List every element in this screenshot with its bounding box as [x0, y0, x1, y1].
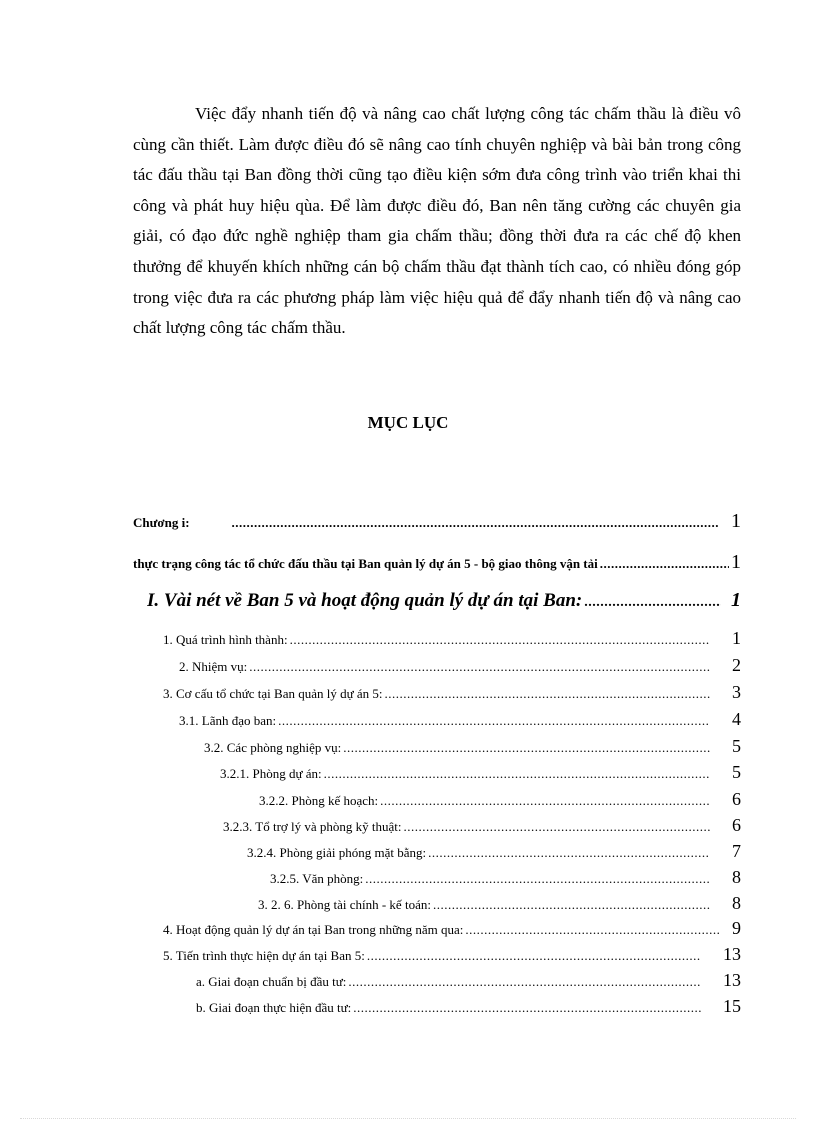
toc-entry-page: 13	[723, 970, 741, 990]
toc-entry-page: 5	[732, 736, 741, 756]
toc-entry-label: 3.2.5. Văn phòng:	[270, 871, 364, 886]
toc-entry[interactable]	[147, 589, 741, 612]
toc-entry[interactable]	[133, 510, 741, 533]
toc-entry[interactable]	[163, 682, 741, 703]
toc-entry[interactable]	[163, 944, 741, 965]
toc-title: MỤC LỤC	[367, 413, 449, 432]
toc-leader	[249, 659, 710, 675]
toc-leader	[385, 686, 710, 702]
toc-entry[interactable]	[223, 815, 741, 836]
toc-entry-page: 8	[732, 867, 741, 887]
toc-entry-page: 1	[731, 510, 741, 532]
toc-entry-label: a. Giai đoạn chuẩn bị đầu tư:	[196, 974, 347, 989]
toc-entry-label: 3.2.3. Tổ trợ lý và phòng kỹ thuật:	[223, 819, 402, 834]
toc-entry-label: 3. Cơ cấu tổ chức tại Ban quản lý dự án 5:	[163, 686, 383, 701]
toc-entry-label: b. Giai đoạn thực hiện đầu tư:	[196, 1000, 352, 1015]
toc-entry-label: I. Vài nét về Ban 5 và hoạt động quản lý dự án tại Ban:	[147, 590, 583, 611]
body-paragraph: Việc đẩy nhanh tiến độ và nâng cao chất lượng công tác chấm thầu là điều vô cùng cần thiết. Làm được điều đó sẽ nâng cao tính chuyên nghiệp và bài bản trong công tác đấu thầu tại Ban đồng thời cũng tạo điều kiện sớm đưa công trình vào triển khai thi công và phát huy hiệu qùa. Để làm được điều đó, Ban nên tăng cường các chuyên gia giải, có đạo đức nghề nghiệp tham gia chấm thầu; đồng thời đưa ra các chế độ khen thưởng để khuyến khích những cán bộ chấm thầu đạt thành tích cao, có nhiều đóng góp trong việc đưa ra các phương pháp làm việc hiệu quả để đẩy nhanh tiến độ và nâng cao chất lượng công tác chấm thầu.	[133, 104, 741, 338]
toc-leader	[324, 766, 710, 782]
toc-entry-label: 1. Quá trình hình thành:	[163, 632, 288, 647]
toc-leader	[600, 556, 729, 572]
toc-entry-page: 8	[732, 893, 741, 913]
toc-entry-page: 4	[732, 709, 741, 729]
toc-leader	[380, 793, 710, 809]
toc-leader	[428, 845, 710, 861]
toc-entry[interactable]	[179, 709, 741, 730]
toc-leader	[365, 871, 710, 887]
toc-entry-page: 9	[732, 918, 741, 938]
toc-entry-page: 6	[732, 815, 741, 835]
toc-entry[interactable]	[196, 996, 741, 1017]
toc-leader	[232, 515, 719, 531]
toc-leader	[404, 819, 710, 835]
toc-entry[interactable]	[179, 655, 741, 676]
toc-leader	[348, 974, 701, 990]
toc-entry-page: 3	[732, 682, 741, 702]
toc-entry-label: thực trạng công tác tổ chức đấu thầu tại Ban quản lý dự án 5 - bộ giao thông vận tải	[133, 556, 598, 571]
toc-leader	[584, 595, 721, 611]
toc-entry-page: 5	[732, 762, 741, 782]
toc-entry-label: 3.1. Lãnh đạo ban:	[179, 713, 277, 728]
toc-entry[interactable]	[204, 736, 741, 757]
toc-entry[interactable]	[196, 970, 741, 991]
toc-entry[interactable]	[163, 918, 741, 939]
toc-entry[interactable]	[133, 551, 741, 574]
toc-entry[interactable]	[258, 893, 741, 914]
toc-entry-label: 3.2.1. Phòng dự án:	[220, 766, 322, 781]
toc-entry-page: 1	[731, 589, 741, 611]
toc-entry-label: 4. Hoạt động quản lý dự án tại Ban trong những năm qua:	[163, 922, 464, 937]
toc-leader	[343, 740, 710, 756]
toc-entry-label: 2. Nhiệm vụ:	[179, 659, 248, 674]
toc-leader	[290, 632, 710, 648]
toc-leader	[465, 922, 720, 938]
toc-entry-label: 3. 2. 6. Phòng tài chính - kế toán:	[258, 897, 431, 912]
toc-leader	[278, 713, 710, 729]
toc-entry-label: 3.2. Các phòng nghiệp vụ:	[204, 740, 342, 755]
toc-entry-label: Chương i:	[133, 515, 190, 530]
toc-entry[interactable]	[220, 762, 741, 783]
toc-entry[interactable]	[270, 867, 741, 888]
toc-entry-page: 15	[723, 996, 741, 1016]
toc-entry-page: 1	[731, 551, 741, 573]
toc-entry[interactable]	[163, 628, 741, 649]
toc-entry-page: 2	[732, 655, 741, 675]
toc-leader	[353, 1000, 701, 1016]
toc-entry-label: 5. Tiến trình thực hiện dự án tại Ban 5:	[163, 948, 365, 963]
toc-entry-page: 13	[723, 944, 741, 964]
toc-entry[interactable]	[259, 789, 741, 810]
toc-entry-label: 3.2.2. Phòng kế hoạch:	[259, 793, 379, 808]
toc-entry-page: 7	[732, 841, 741, 861]
toc-entry-label: 3.2.4. Phòng giải phóng mặt bằng:	[247, 845, 427, 860]
page-footer-divider	[20, 1118, 796, 1119]
toc-leader	[367, 948, 701, 964]
toc-entry[interactable]	[247, 841, 741, 862]
toc-entry-page: 1	[732, 628, 741, 648]
toc-entry-page: 6	[732, 789, 741, 809]
toc-leader	[433, 897, 710, 913]
